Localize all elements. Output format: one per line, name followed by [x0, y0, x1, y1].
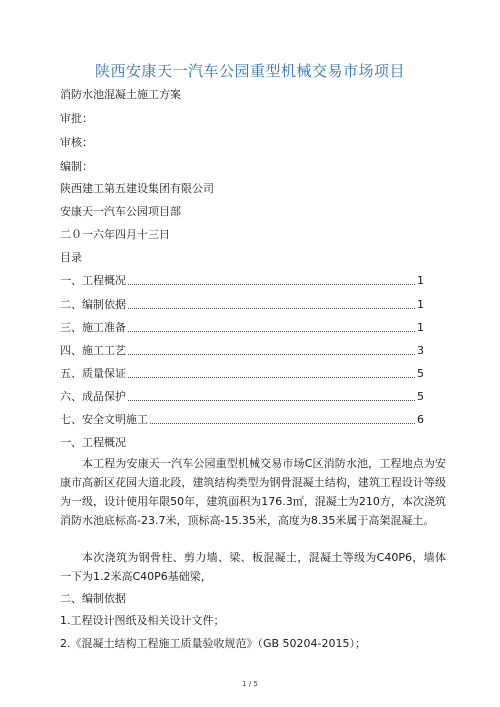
toc-item-page: 1 [417, 298, 424, 311]
toc-item[interactable] [60, 413, 424, 427]
plan-name: 消防水池混凝土施工方案 [60, 88, 181, 101]
section1-paragraph: 本工程为安康天一汽车公园重型机械交易市场C区消防水池，工程地点为安康市高新区花园大道北段，建筑结构类型为钢骨混凝土结构，建筑工程设计等级为一级，设计使用年限50年，建筑面积为176.3㎡，混凝土为210方，本次浇筑消防水池底标高-23.7米，顶标高-15.35米，高度为8.35米属于高架混凝土。 [60, 457, 446, 527]
toc-item[interactable] [60, 344, 424, 358]
toc-item-label: 四、施工工艺 [60, 344, 126, 357]
toc-item-page: 1 [417, 321, 424, 334]
document-title: 陕西安康天一汽车公园重型机械交易市场项目 [94, 62, 405, 80]
toc-item-label: 三、施工准备 [60, 321, 126, 334]
review-label: 审核： [60, 136, 93, 149]
section1-paragraph: 本次浇筑为钢骨柱、剪力墙、梁、板混凝土，混凝土等级为C40P6，墙体一下为1.2米高C40P6基础梁， [60, 551, 446, 583]
toc-item-page: 6 [417, 413, 424, 426]
toc-leader [128, 400, 415, 401]
toc-item[interactable] [60, 298, 424, 312]
toc-leader [150, 423, 415, 424]
toc-leader [128, 308, 415, 309]
toc-item-label: 七、安全文明施工 [60, 413, 148, 426]
toc-item-label: 五、质量保证 [60, 367, 126, 380]
toc-item[interactable] [60, 274, 424, 288]
document-date: 二０一六年四月十三日 [60, 228, 170, 241]
approve-label: 审批： [60, 112, 93, 125]
compile-label: 编制： [60, 160, 93, 173]
toc-item-page: 5 [417, 367, 424, 380]
toc-item[interactable] [60, 321, 424, 335]
toc-item-label: 二、编制依据 [60, 298, 126, 311]
section1-heading: 一、工程概况 [60, 436, 126, 449]
section2-heading: 二、编制依据 [60, 592, 126, 605]
toc-leader [128, 284, 415, 285]
toc-leader [128, 377, 415, 378]
toc-leader [128, 354, 415, 355]
toc-heading: 目录 [60, 251, 82, 264]
company-name: 陕西建工第五建设集团有限公司 [60, 182, 214, 195]
toc-leader [128, 331, 415, 332]
toc-item[interactable] [60, 367, 424, 381]
toc-item-page: 1 [417, 274, 424, 287]
toc-item-page: 5 [417, 390, 424, 403]
page-indicator: 1 / 5 [242, 680, 258, 688]
department-name: 安康天一汽车公园项目部 [60, 205, 181, 218]
toc-item-label: 六、成品保护 [60, 390, 126, 403]
basis-item: 1.工程设计图纸及相关设计文件； [60, 614, 225, 627]
toc-item[interactable] [60, 390, 424, 404]
basis-item: 2.《混凝土结构工程施工质量验收规范》（GB 50204-2015）； [60, 637, 367, 650]
toc-item-label: 一、工程概况 [60, 274, 126, 287]
toc-item-page: 3 [417, 344, 424, 357]
